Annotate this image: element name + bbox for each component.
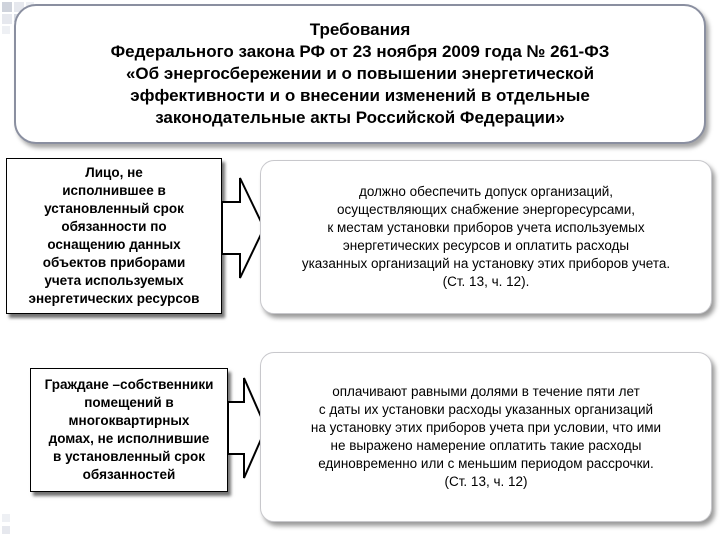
obligation-line: указанных организаций на установку этих приборов учета. (301, 256, 671, 271)
obligation-line: единовременно или с меньшим периодом рассрочки. (318, 456, 654, 471)
obligation-line: осуществляющих снабжение энергоресурсами, (336, 202, 635, 217)
obligation-line: оплачивают равными долями в течение пяти лет (332, 384, 640, 399)
obligation-line: с даты их установки расходы указанных организаций (318, 402, 654, 417)
subject-line: энергетических ресурсов (28, 291, 200, 306)
header-line: Федерального закона РФ от 23 ноября 2009 года № 261-ФЗ (110, 42, 610, 61)
subject-line: Граждане –собственники (44, 377, 214, 392)
subject-box-owner-entity (6, 158, 222, 314)
subject-box-apartment-owners (30, 368, 228, 492)
header-line: Требования (309, 20, 411, 39)
subject-line: исполнившее в (62, 183, 166, 198)
obligation-line: (Ст. 13, ч. 12). (442, 274, 530, 289)
subject-line: помещений в (84, 395, 174, 410)
subject-line: в установленный срок (53, 449, 205, 464)
header-line: законодательные акты Российской Федерации» (155, 108, 565, 127)
obligation-line: энергетических ресурсов и оплатить расходы (342, 238, 630, 253)
subject-line: многоквартирных (68, 413, 190, 428)
subject-line: объектов приборами (42, 255, 186, 270)
subject-line: оснащению данных (47, 237, 181, 252)
obligation-line: на установку этих приборов учета при условии, что ими (310, 420, 662, 435)
subject-line: Лицо, не (85, 165, 143, 180)
obligation-line: к местам установки приборов учета используемых (327, 220, 645, 235)
subject-line: установленный срок (44, 201, 184, 216)
obligation-line: (Ст. 13, ч. 12) (444, 474, 528, 489)
subject-line: обязанностей (82, 467, 176, 482)
obligation-box-access (260, 160, 712, 314)
corner-decoration (0, 480, 30, 540)
subject-line: обязанности по (61, 219, 167, 234)
header-line: «Об энергосбережении и о повышении энергетической (125, 64, 595, 83)
obligation-line: должно обеспечить допуск организаций, (358, 184, 614, 199)
obligation-line: не выражено намерение оплатить такие расходы (330, 438, 642, 453)
subject-line: учета используемых (44, 273, 184, 288)
header-title-box (14, 4, 706, 144)
obligation-box-payment (260, 352, 712, 522)
subject-line: домах, не исполнившие (48, 431, 210, 446)
header-line: эффективности и о внесении изменений в отдельные (130, 86, 590, 105)
